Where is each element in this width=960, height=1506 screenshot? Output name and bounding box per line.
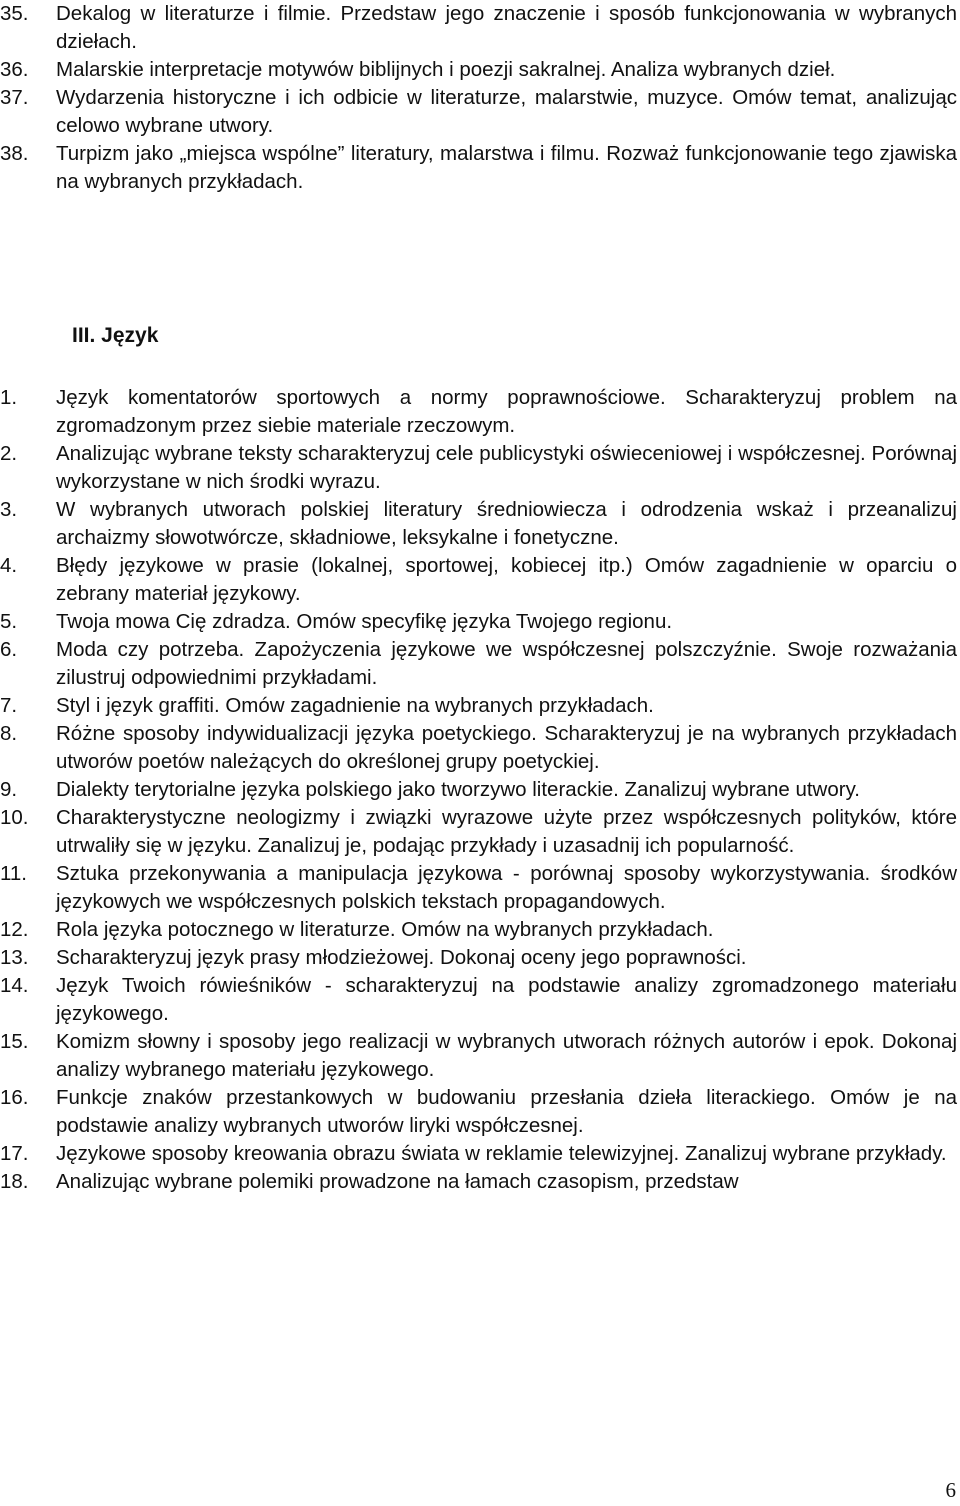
item-number: 14. [0, 974, 29, 997]
item-text: Twoja mowa Cię zdradza. Omów specyfikę języka Twojego regionu. [56, 610, 673, 633]
list-item [0, 552, 957, 608]
item-text: W wybranych utworach polskiej literatury średniowiecza i odrodzenia wskaż i przeanalizuj archaizmy słowotwórcze, składniowe, leksykalne i fonetyczne. [56, 498, 957, 549]
topic-list-language [0, 384, 957, 1196]
list-item [0, 944, 957, 972]
item-text: Różne sposoby indywidualizacji języka poetyckiego. Scharakteryzuj je na wybranych przykładach utworów poetów należących do określonej grupy poetyckiej. [56, 722, 957, 773]
list-item [0, 140, 957, 196]
list-item [0, 720, 957, 776]
item-number: 16. [0, 1086, 29, 1109]
item-text: Dialekty terytorialne języka polskiego jako tworzywo literackie. Zanalizuj wybrane utwory. [56, 778, 861, 801]
list-item [0, 804, 957, 860]
section-title: III. Język [72, 324, 159, 347]
item-number: 35. [0, 2, 29, 25]
item-number: 18. [0, 1170, 29, 1193]
item-text: Błędy językowe w prasie (lokalnej, sportowej, kobiecej itp.) Omów zagadnienie w oparciu o zebrany materiał językowy. [56, 554, 957, 605]
item-number: 10. [0, 806, 29, 829]
item-text: Styl i język graffiti. Omów zagadnienie na wybranych przykładach. [56, 694, 654, 717]
item-text: Język komentatorów sportowych a normy poprawnościowe. Scharakteryzuj problem na zgromadzonym przez siebie materiale rzeczowym. [56, 386, 957, 437]
list-item [0, 56, 957, 84]
list-item [0, 776, 957, 804]
item-text: Malarskie interpretacje motywów biblijnych i poezji sakralnej. Analiza wybranych dzieł. [56, 58, 836, 81]
item-text: Moda czy potrzeba. Zapożyczenia językowe we współczesnej polszczyźnie. Swoje rozważania zilustruj odpowiednimi przykładami. [56, 638, 957, 689]
list-item [0, 972, 957, 1028]
item-number: 7. [0, 694, 18, 717]
item-text: Funkcje znaków przestankowych w budowaniu przesłania dzieła literackiego. Omów je na podstawie analizy wybranych utworów liryki współczesnej. [56, 1086, 957, 1137]
item-text: Charakterystyczne neologizmy i związki wyrazowe użyte przez współczesnych polityków, które utrwaliły się w języku. Zanalizuj je, podając przykłady i uzasadnij ich popularność. [56, 806, 957, 857]
item-text: Język Twoich rówieśników - scharakteryzuj na podstawie analizy zgromadzonego materiału językowego. [56, 974, 957, 1025]
item-text: Rola języka potocznego w literaturze. Omów na wybranych przykładach. [56, 918, 714, 941]
item-number: 17. [0, 1142, 29, 1165]
page-number: 6 [945, 1478, 956, 1502]
item-text: Językowe sposoby kreowania obrazu świata w reklamie telewizyjnej. Zanalizuj wybrane przykłady. [56, 1142, 947, 1165]
list-item [0, 636, 957, 692]
item-text: Scharakteryzuj język prasy młodzieżowej. Dokonaj oceny jego poprawności. [56, 946, 747, 969]
list-item [0, 860, 957, 916]
list-item [0, 496, 957, 552]
item-number: 4. [0, 554, 18, 577]
list-item [0, 916, 957, 944]
item-number: 8. [0, 722, 18, 745]
item-number: 36. [0, 58, 29, 81]
item-number: 2. [0, 442, 18, 465]
list-item [0, 384, 957, 440]
item-number: 6. [0, 638, 18, 661]
item-number: 13. [0, 946, 29, 969]
list-item [0, 1168, 957, 1196]
item-text: Sztuka przekonywania a manipulacja językowa - porównaj sposoby wykorzystywania. środków językowych we współczesnych polskich tekstach propagandowych. [56, 862, 957, 913]
item-number: 9. [0, 778, 18, 801]
item-number: 5. [0, 610, 18, 633]
list-item [0, 1084, 957, 1140]
list-item [0, 0, 957, 56]
item-number: 11. [0, 862, 27, 885]
item-number: 15. [0, 1030, 29, 1053]
topic-list-top [0, 0, 957, 196]
item-text: Analizując wybrane polemiki prowadzone na łamach czasopism, przedstaw [56, 1170, 739, 1193]
item-text: Wydarzenia historyczne i ich odbicie w literaturze, malarstwie, muzyce. Omów temat, analizując celowo wybrane utwory. [56, 86, 957, 137]
list-item [0, 440, 957, 496]
item-text: Dekalog w literaturze i filmie. Przedstaw jego znaczenie i sposób funkcjonowania w wybranych dziełach. [56, 2, 957, 53]
list-item [0, 1140, 957, 1168]
item-number: 1. [0, 386, 18, 409]
item-number: 3. [0, 498, 18, 521]
item-text: Analizując wybrane teksty scharakteryzuj cele publicystyki oświeceniowej i współczesnej. Porównaj wykorzystane w nich środki wyrazu. [56, 442, 957, 493]
item-text: Komizm słowny i sposoby jego realizacji w wybranych utworach różnych autorów i epok. Dokonaj analizy wybranego materiału językowego. [56, 1030, 957, 1081]
item-number: 38. [0, 142, 29, 165]
item-number: 12. [0, 918, 29, 941]
item-number: 37. [0, 86, 29, 109]
list-item [0, 608, 957, 636]
list-item [0, 692, 957, 720]
item-text: Turpizm jako „miejsca wspólne” literatury, malarstwa i filmu. Rozważ funkcjonowanie tego zjawiska na wybranych przykładach. [56, 142, 957, 193]
list-item [0, 1028, 957, 1084]
list-item [0, 84, 957, 140]
